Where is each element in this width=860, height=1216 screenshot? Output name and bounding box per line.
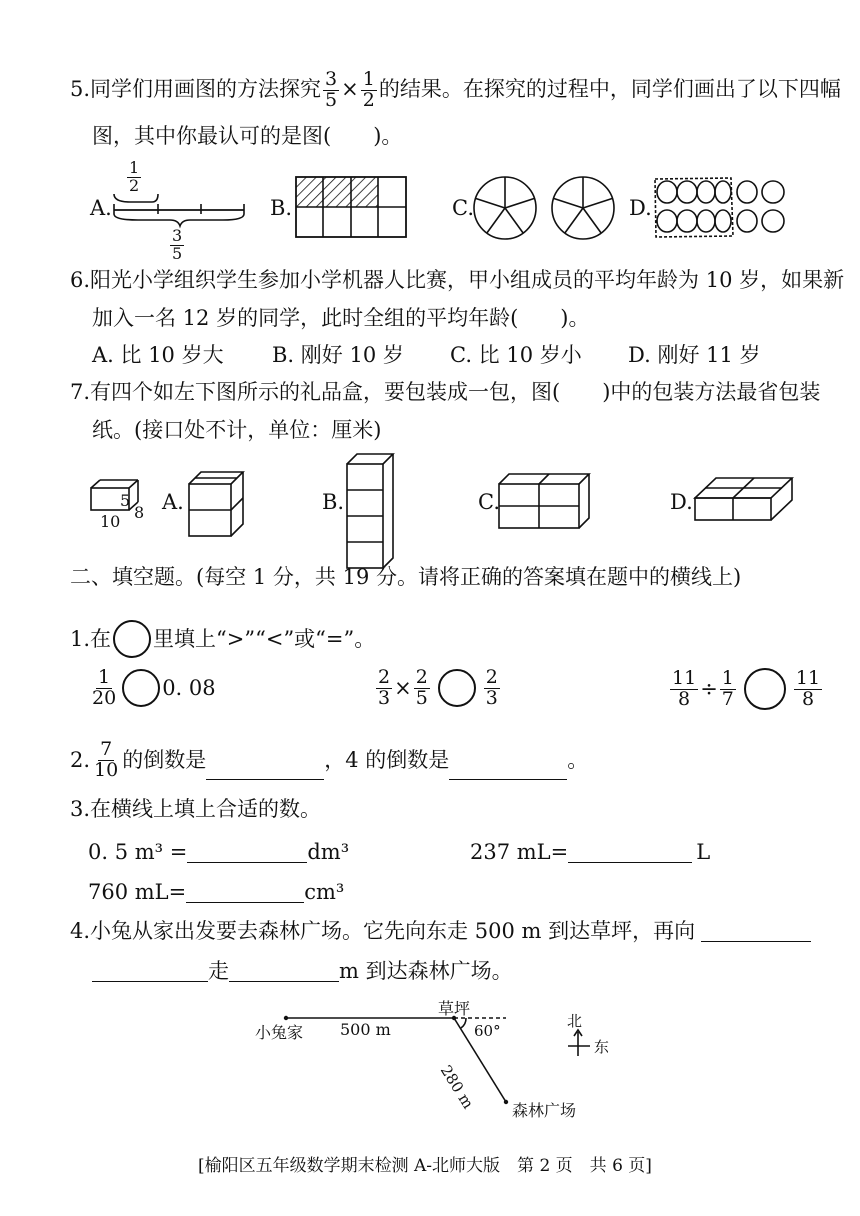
divide-sign: ÷: [700, 676, 718, 701]
fraction-denominator: 8: [801, 687, 815, 710]
q5-number: 5.: [70, 76, 91, 101]
fraction-numerator: 1: [129, 158, 140, 177]
fraction-numerator: 7: [100, 738, 113, 760]
q5-text-a: 同学们用画图的方法探究: [90, 76, 322, 101]
f3-b-unit: L: [696, 840, 711, 864]
fraction-denominator: 10: [94, 758, 119, 781]
q7-option-a-label[interactable]: A.: [162, 490, 184, 514]
fraction-denominator: 2: [362, 88, 375, 111]
q5-option-a-label[interactable]: A.: [90, 196, 112, 220]
q7-line1: [70, 382, 820, 403]
q5-option-c-circles: [473, 176, 618, 242]
fraction-numerator: 2: [378, 666, 391, 688]
f1-expr-1: [88, 668, 216, 709]
q6-line2: 加入一名 12 岁的同学，此时全组的平均年龄( )。: [92, 306, 590, 330]
f3-row-b: [470, 842, 710, 863]
times-sign: ×: [394, 675, 412, 700]
f3-blank-b[interactable]: [568, 842, 692, 863]
q5-line1: [70, 70, 841, 111]
f3-b-left: 237 mL=: [470, 840, 569, 864]
fraction-numerator: 1: [721, 666, 734, 689]
f4-blank-1[interactable]: [701, 921, 811, 942]
q7-option-d-diagram: [694, 474, 794, 522]
map-north-label: 北: [567, 1012, 583, 1030]
f4-blank-2[interactable]: [92, 961, 208, 982]
fraction-denominator: 20: [92, 686, 117, 709]
map-east-label: 东: [594, 1038, 610, 1056]
q5-option-b-grid: [296, 177, 408, 239]
q6-number: 6.: [70, 268, 91, 292]
fraction-numerator: 3: [172, 226, 183, 245]
f4-text-3: m 到达森林广场。: [339, 959, 513, 983]
f1-expr-1-right: 0. 08: [162, 675, 216, 700]
compare-circle-1[interactable]: [122, 669, 160, 707]
f3-row-a: [88, 842, 349, 863]
fraction-numerator: 11: [672, 666, 697, 689]
fraction: [794, 666, 822, 710]
q7-box-dim-8: 8: [134, 503, 145, 522]
q6-option-c[interactable]: C. 比 10 岁小: [450, 343, 582, 367]
map-distance-2: 280 m: [436, 1062, 478, 1112]
fraction-denominator: 2: [129, 175, 140, 195]
f4-text-2: 走: [208, 959, 229, 983]
fraction-denominator: 3: [378, 686, 391, 709]
map-home-label: 小兔家: [255, 1023, 304, 1042]
q6-option-b[interactable]: B. 刚好 10 岁: [272, 343, 404, 367]
f3-title: [70, 799, 321, 820]
f3-a-left: 0. 5 m³ =: [88, 840, 188, 864]
q5-option-d-ovals: [653, 176, 793, 240]
f2-text-a: 的倒数是: [122, 747, 207, 772]
section2-title: 二、填空题。(每空 1 分，共 19 分。请将正确的答案填在题中的横线上): [70, 565, 742, 589]
f2-number: 2.: [70, 747, 91, 772]
q7-text: 有四个如左下图所示的礼品盒，要包装成一包，图( )中的包装方法最省包装: [90, 380, 821, 404]
fraction-numerator: 1: [362, 68, 375, 90]
q6-option-a[interactable]: A. 比 10 岁大: [92, 343, 224, 367]
compare-circle-example: [113, 620, 151, 658]
q7-box-dim-10: 10: [100, 512, 121, 531]
fraction: [720, 666, 736, 710]
f2-blank-2[interactable]: [449, 759, 567, 780]
q7-line2: 纸。(接口处不计，单位：厘米): [92, 418, 382, 442]
q6-option-d[interactable]: D. 刚好 11 岁: [628, 343, 761, 367]
fraction-denominator: 5: [325, 88, 338, 111]
f4-blank-3[interactable]: [229, 961, 339, 982]
fraction: [92, 740, 120, 781]
page-footer: [榆阳区五年级数学期末检测 A-北师大版 第 2 页 共 6 页]: [198, 1156, 652, 1176]
q7-option-a-diagram: [188, 464, 244, 540]
q7-number: 7.: [70, 380, 91, 404]
f3-blank-a[interactable]: [187, 842, 307, 863]
fraction-denominator: 8: [678, 687, 691, 710]
f3-title-text: 在横线上填上合适的数。: [90, 797, 322, 821]
f3-c-unit: cm³: [304, 880, 345, 904]
fraction: [670, 666, 698, 710]
f4-number: 4.: [70, 919, 91, 943]
f3-number: 3.: [70, 797, 91, 821]
map-distance-1: 500 m: [340, 1020, 391, 1039]
f1-text-b: 里填上“>”“<”或“=”。: [153, 626, 376, 651]
f2-line: [70, 740, 588, 781]
q5-option-a-bottom-fraction: [168, 228, 186, 263]
f2-text-c: 。: [567, 747, 589, 772]
q5-option-a-diagram: [108, 190, 258, 230]
f1-expr-2: [374, 668, 502, 709]
fraction-numerator: 2: [415, 666, 428, 688]
compare-circle-2[interactable]: [438, 669, 476, 707]
q7-option-b-diagram: [346, 452, 396, 572]
fraction: [484, 668, 500, 709]
q5-option-c-label[interactable]: C.: [452, 196, 474, 220]
q5-line2: 图，其中你最认可的是图( )。: [92, 124, 403, 148]
q5-fraction-2: [361, 70, 377, 111]
q6-line1: [70, 270, 844, 291]
map-forest-label: 森林广场: [512, 1101, 577, 1120]
f4-line2: [92, 961, 513, 982]
f4-text-1: 小兔从家出发要去森林广场。它先向东走 500 m 到达草坪，再向: [90, 919, 696, 943]
fraction: [414, 668, 430, 709]
times-sign: ×: [341, 76, 359, 101]
q7-box-dim-5: 5: [120, 491, 131, 510]
fraction-numerator: 11: [795, 666, 821, 689]
f1-expr-3: [668, 668, 824, 710]
fraction-denominator: 3: [485, 686, 498, 709]
q5-option-d-label[interactable]: D.: [629, 196, 652, 220]
fraction: [90, 668, 118, 709]
f3-a-unit: dm³: [307, 840, 350, 864]
fraction-denominator: 5: [172, 243, 183, 263]
f1-text-a: 在: [90, 626, 112, 651]
fraction: [376, 668, 392, 709]
f3-row-c: [88, 882, 344, 903]
map-lawn-label: 草坪: [438, 999, 471, 1018]
f1-line1: [70, 620, 375, 658]
fraction-numerator: 3: [325, 68, 338, 90]
q7-option-c-label[interactable]: C.: [478, 490, 500, 514]
q5-option-b-label[interactable]: B.: [270, 196, 293, 220]
q5-text-b: 的结果。在探究的过程中，同学们画出了以下四幅: [378, 76, 841, 101]
f1-number: 1.: [70, 626, 91, 651]
compare-circle-3[interactable]: [744, 668, 786, 710]
f2-text-b: ，4 的倒数是: [324, 747, 450, 772]
f4-line1: [70, 921, 811, 942]
q5-fraction-1: [323, 70, 339, 111]
fraction-denominator: 7: [721, 687, 734, 710]
f3-c-left: 760 mL=: [88, 880, 187, 904]
fraction-denominator: 5: [415, 686, 428, 709]
q7-option-b-label[interactable]: B.: [322, 490, 345, 514]
f2-blank-1[interactable]: [206, 759, 324, 780]
q7-option-d-label[interactable]: D.: [670, 490, 693, 514]
fraction-numerator: 1: [98, 666, 111, 688]
fraction-numerator: 2: [485, 666, 498, 688]
map-angle-label: 60°: [474, 1022, 501, 1040]
q6-text: 阳光小学组织学生参加小学机器人比赛，甲小组成员的平均年龄为 10 岁，如果新: [90, 268, 845, 292]
f3-blank-c[interactable]: [186, 882, 304, 903]
q7-option-c-diagram: [498, 470, 590, 532]
